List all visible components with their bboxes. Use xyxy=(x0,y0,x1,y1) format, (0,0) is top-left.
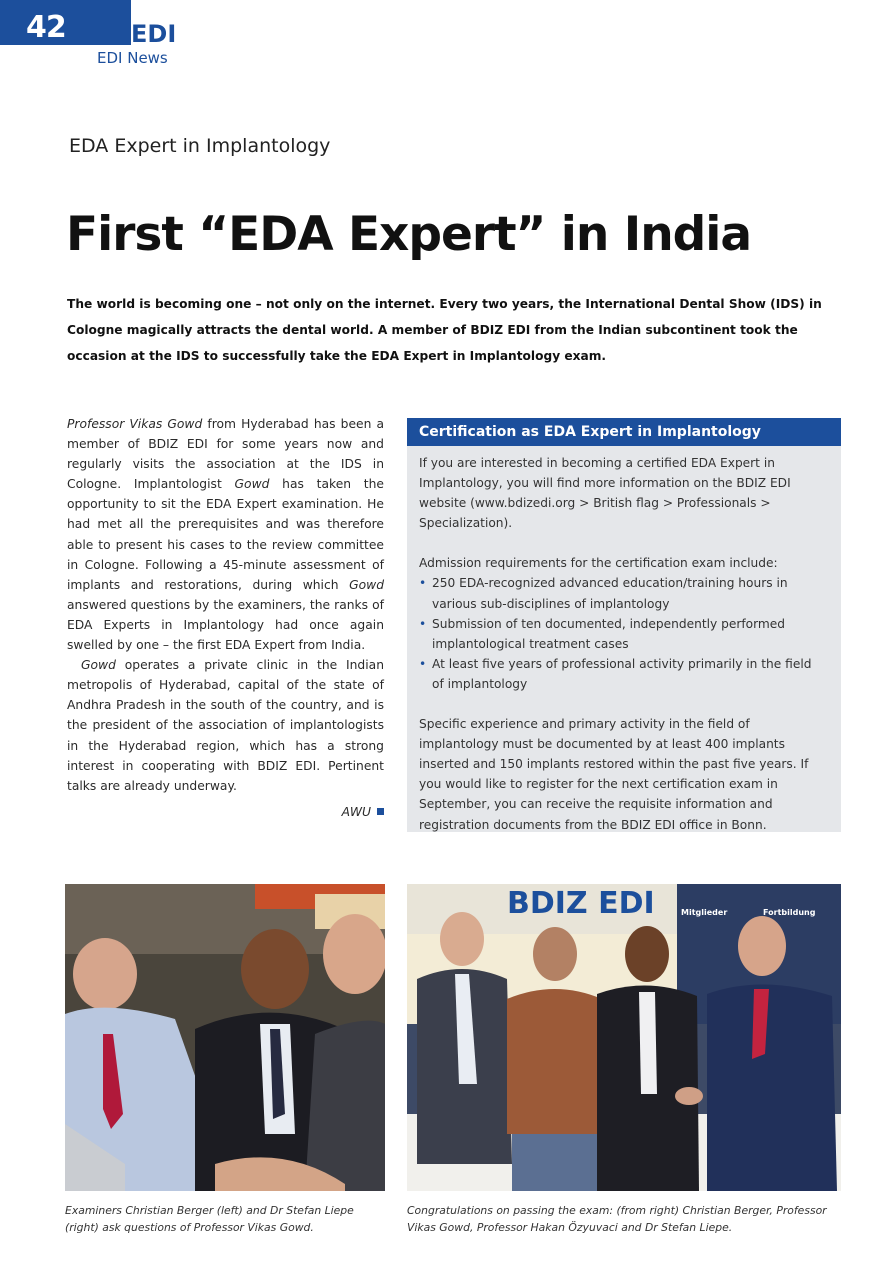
article-title: First “EDA Expert” in India xyxy=(66,207,752,262)
photo-examination xyxy=(65,884,385,1191)
photo-caption-left: Examiners Christian Berger (left) and Dr Stefan Liepe (right) ask questions of Professor Vikas Gowd. xyxy=(65,1204,354,1234)
brand-logo: EDI xyxy=(131,20,177,48)
requirement-text: 250 EDA-recognized advanced education/training hours in various sub-disciplines of implantology xyxy=(432,576,788,611)
body-text: operates a private clinic in the Indian metropolis of Hyderabad, capital of the state of Andhra Pradesh in the south of the country, and is the president of the association of implantologists in the Hyderabad region, which has a strong interest in cooperating with BDIZ EDI. Pertinent talks are already underway. xyxy=(67,658,384,793)
requirement-text: Submission of ten documented, independently performed implantological treatment cases xyxy=(432,616,785,651)
body-paragraph-2 xyxy=(67,655,384,796)
person-name: Gowd xyxy=(349,577,384,592)
requirement-text: At least five years of professional activity primarily in the field of implantology xyxy=(432,656,812,691)
body-text: has taken the opportunity to sit the EDA Expert examination. He had met all the prerequisites and was therefore able to present his cases to the review committee in Cologne. Following a 45-minute assessment of implants and restorations, during which xyxy=(67,477,384,592)
certification-box xyxy=(407,418,841,832)
requirements-list xyxy=(419,573,827,694)
photo-caption-right: Congratulations on passing the exam: (from right) Christian Berger, Professor Vikas Gowd, Professor Hakan Özyuvaci and Dr Stefan Liepe. xyxy=(407,1204,827,1234)
photo-examination-illustration xyxy=(65,884,385,1191)
body-text: from Hyderabad has been a member of BDIZ EDI for some years now and regularly visits the association at the IDS in Cologne. Implantologist xyxy=(67,417,385,492)
end-mark xyxy=(377,808,384,815)
article-kicker: EDA Expert in Implantology xyxy=(69,135,331,157)
photo-congratulations xyxy=(407,884,841,1191)
list-item xyxy=(419,614,827,654)
banner-sign: Mitglieder xyxy=(681,908,728,917)
banner-sign: Fortbildung xyxy=(763,908,816,917)
page-number: 42 xyxy=(26,10,66,45)
article-body xyxy=(67,414,384,822)
requirements-heading: Admission requirements for the certification exam include: xyxy=(419,556,778,571)
body-text: answered questions by the examiners, the ranks of EDA Experts in Implantology had once again swelled by one – the first EDA Expert from India. xyxy=(67,597,384,653)
signature-text: AWU xyxy=(341,804,371,819)
box-title: Certification as EDA Expert in Implantology xyxy=(407,418,841,446)
person-name: Professor Vikas Gowd xyxy=(67,417,203,431)
person-name: Gowd xyxy=(234,477,270,492)
list-item xyxy=(419,654,827,694)
page-number-block xyxy=(0,0,131,45)
person-name: Gowd xyxy=(81,658,116,673)
bullet-icon: • xyxy=(419,576,427,591)
box-body xyxy=(407,446,841,835)
section-name: EDI News xyxy=(97,49,168,67)
box-closing: Specific experience and primary activity in the field of implantology must be documented by at least 400 implants inserted and 150 implants restored within the past five years. If you would like to register for the next certification exam in September, you can receive the requisite information and registration documents from the BDIZ EDI office in Bonn. xyxy=(419,717,809,832)
list-item xyxy=(419,573,827,613)
body-paragraph-1 xyxy=(67,414,384,655)
box-intro: If you are interested in becoming a certified EDA Expert in Implantology, you will find more information on the BDIZ EDI website (www.bdizedi.org > British flag > Professionals > Specialization). xyxy=(419,456,791,531)
author-signature xyxy=(67,802,384,822)
bullet-icon: • xyxy=(419,616,427,631)
banner-logo-text: BDIZ EDI xyxy=(507,886,655,921)
photo-congratulations-illustration xyxy=(407,884,841,1191)
bullet-icon: • xyxy=(419,656,427,671)
article-lead: The world is becoming one – not only on the internet. Every two years, the International Dental Show (IDS) in Cologne magically attracts the dental world. A member of BDIZ EDI from the Indian subcontinent took the occasion at the IDS to successfully take the EDA Expert in Implantology exam. xyxy=(67,297,822,363)
